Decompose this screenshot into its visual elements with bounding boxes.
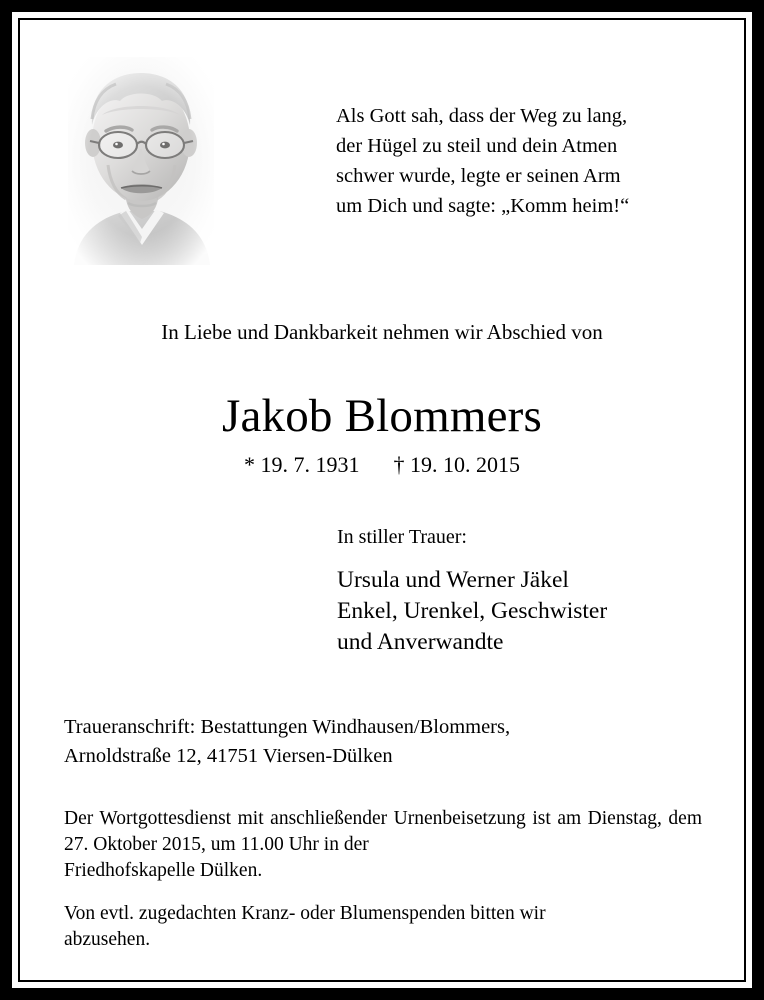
verse-line-2: der Hügel zu steil und dein Atmen (336, 135, 618, 157)
farewell-line: In Liebe und Dankbarkeit nehmen wir Abschied von (161, 320, 603, 344)
cross-symbol-icon: † (393, 452, 405, 477)
mourner-line-3: und Anverwandte (337, 629, 504, 655)
life-dates (22, 450, 742, 480)
mourning-address (64, 713, 724, 771)
mourner-line-1: Ursula und Werner Jäkel (337, 567, 569, 593)
memorial-verse (336, 101, 696, 221)
address-line-2: Arnoldstraße 12, 41751 Viersen-Dülken (64, 745, 393, 767)
death-date: 19. 10. 2015 (410, 452, 520, 477)
verse-line-4: um Dich und sagte: „Komm heim!“ (336, 195, 630, 217)
service-details-body: Der Wortgottesdienst mit anschließender Urnenbeisetzung ist am Dienstag, dem 27. Oktober 2015, um 11.00 Uhr in der (64, 808, 702, 855)
obituary-notice (22, 22, 742, 978)
verse-line-1: Als Gott sah, dass der Weg zu lang, (336, 105, 628, 127)
portrait-photo (68, 57, 214, 265)
verse-line-3: schwer wurde, legte er seinen Arm (336, 165, 621, 187)
mourners-block (337, 525, 737, 658)
service-details-last-line: Friedhofskapelle Dülken. (64, 860, 263, 881)
service-details-paragraph (64, 806, 702, 884)
flowers-request-last-line: abzusehen. (64, 929, 151, 950)
flowers-request-body: Von evtl. zugedachten Kranz- oder Blumenspenden bitten wir (64, 903, 546, 924)
birth-symbol-icon: * (244, 452, 255, 477)
birth-date-group (244, 452, 360, 477)
death-date-group (394, 452, 521, 477)
birth-date: 19. 7. 1931 (260, 452, 360, 477)
deceased-name: Jakob Blommers (221, 390, 543, 442)
address-line-1: Traueranschrift: Bestattungen Windhausen/Blommers, (64, 716, 511, 738)
flowers-request-paragraph (64, 901, 702, 953)
mourner-line-2: Enkel, Urenkel, Geschwister (337, 598, 608, 624)
mourners-lead: In stiller Trauer: (337, 526, 467, 548)
